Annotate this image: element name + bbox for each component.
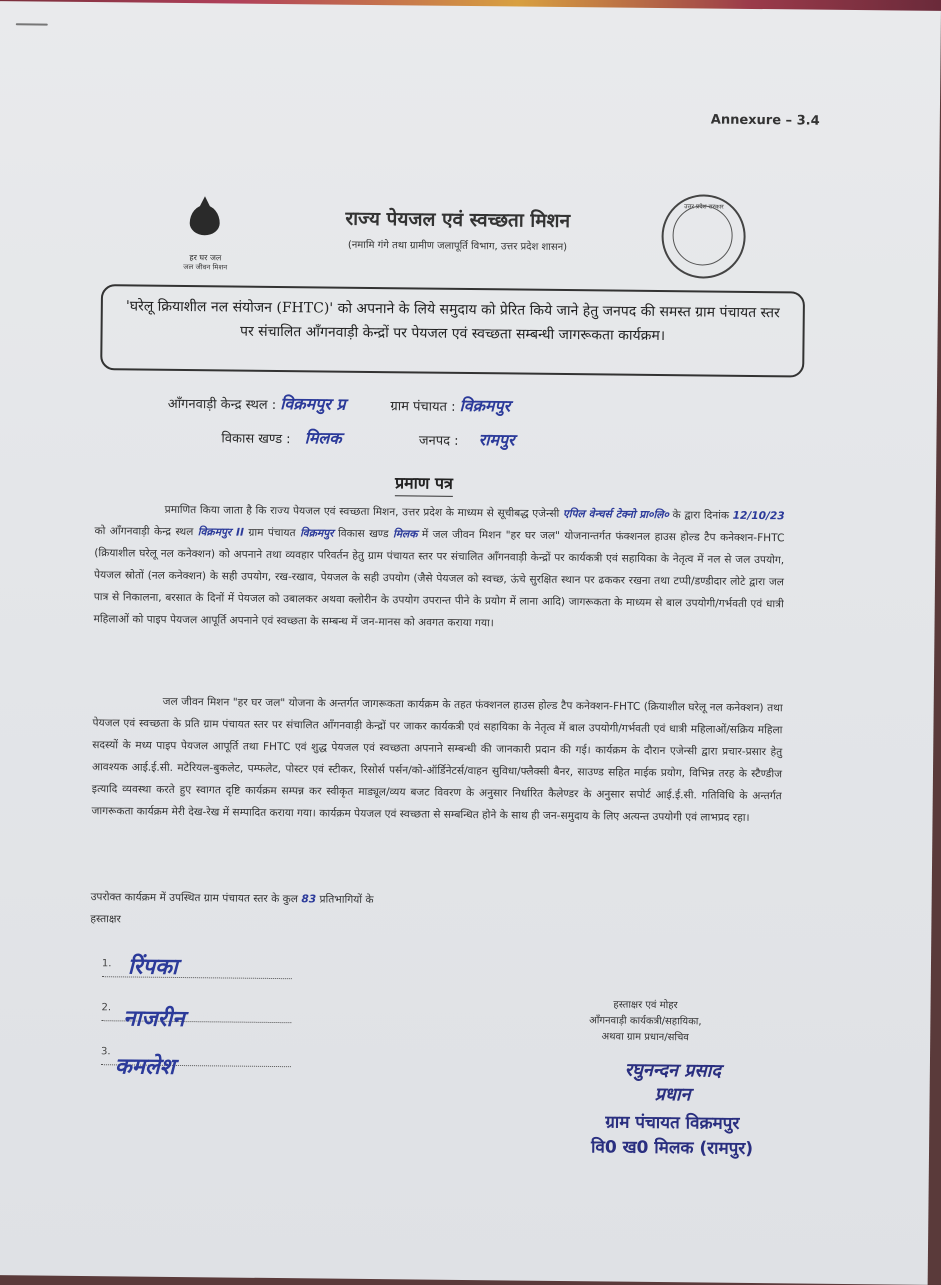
stamp-title: प्रधान (654, 1083, 691, 1106)
logo-text-line1: हर घर जल (189, 253, 222, 263)
participants-line: उपरोक्त कार्यक्रम में उपस्थित ग्राम पंचायत स्तर के कुल (90, 891, 299, 906)
gram-panchayat-label: ग्राम पंचायत : (390, 399, 456, 415)
logo-text-line2: जल जीवन मिशन (183, 263, 228, 272)
authority-line-2: आँगनवाड़ी कार्यकत्री/सहायिका, (589, 1015, 702, 1028)
up-government-seal-icon (661, 194, 746, 279)
gram-panchayat-value: विक्रमपुर (459, 395, 511, 416)
authority-block (555, 997, 735, 1047)
authority-line-3: अथवा ग्राम प्रधान/सचिव (601, 1031, 689, 1044)
document-page (0, 1, 941, 1285)
district-value: रामपुर (478, 430, 515, 450)
centre-name: विक्रमपुर II (197, 526, 245, 539)
certificate-paragraph-1 (93, 498, 784, 637)
signature-num-2: 2. (101, 1002, 112, 1014)
agency-name: एपिल वेन्चर्स टेक्नो (562, 507, 636, 521)
para1-text-3: को आँगनवाड़ी केन्द्र स्थल (94, 525, 194, 539)
block-name: मिलक (392, 528, 418, 541)
pradhan-stamp (562, 1057, 783, 1159)
authority-line-1: हस्ताक्षर एवं मोहर (613, 999, 678, 1012)
stamp-line-2: वि0 ख0 मिलक (रामपुर) (590, 1137, 754, 1160)
seal-ring (672, 205, 733, 266)
signature-num-1: 1. (101, 958, 112, 970)
signature-num-3: 3. (100, 1046, 111, 1058)
block-value: मिलक (304, 428, 342, 448)
annexure-label: Annexure – 3.4 (710, 112, 820, 129)
district-label: जनपद : (418, 433, 459, 449)
para1-text-5: विकास खण्ड (337, 527, 389, 541)
participants-paragraph (90, 886, 780, 937)
agency-org-short: प्रा०लि० (639, 508, 670, 522)
certificate-paragraph-2: जल जीवन मिशन "हर घर जल" योजना के अन्तर्गत जागरूकता कार्यक्रम के तहत फंक्शनल हाउस होल्ड टैप कनेक्शन-FHTC (क्रियाशील घरेलू नल कनेक्शन) तथा पेयजल एवं स्वच्छता के प्रति ग्राम पंचायत स्तर पर संचालित आँगनवाड़ी केन्द्रों पर जाकर कार्यकत्री एवं सहायिका के नेतृत्व में बाल उपयोगी/गर्भवती एवं धात्री महिलाओं/सक्रिय महिला सदस्यों के मध्य पाइप पेयजल आपूर्ति तथा FHTC एवं शुद्ध पेयजल एवं स्वच्छता अपनाने सम्बन्धी की जानकारी प्रदान की गई। कार्यक्रम के दौरान एजेन्सी द्वारा प्रचार-प्रसार हेतु आवश्यक आई.ई.सी. मटेरियल-बुकलेट, पम्फलेट, पोस्टर एवं स्टीकर, रिसोर्स पर्सन/को-ऑर्डिनेटर्स/वाहन सुविधा/फ्लैक्सी बैनर, साउण्ड सहित माईक प्रयोग, विभिन्न तरह के स्टैण्डीज इत्यादि व्यवस्था करते हुए स्वागत दृष्टि कार्यक्रम सम्पन्न कर स्वीकृत माड्यूल/व्यय बजट विवरण के अनुसार निर्धारित कैलेण्डर के अनुसार सपोर्ट आई.ई.सी. गतिविधि के अन्तर्गत जागरूकता कार्यक्रम मेरी देख-रेख में सम्पादित कराया गया। कार्यक्रम पेयजल एवं स्वच्छता से सम्बन्धित होने के साथ ही जन-समुदाय के लिए अत्यन्त उपयोगी एवं लाभप्रद रहा। (91, 695, 783, 824)
organization-header (287, 204, 627, 254)
stamp-line-1: ग्राम पंचायत विक्रमपुर (605, 1112, 740, 1134)
signature-2: नाजरीन (123, 1006, 185, 1033)
participants-sign-label: हस्ताक्षर (90, 913, 121, 926)
field-row-2 (167, 425, 514, 463)
block-label: विकास खण्ड : (221, 431, 291, 448)
para1-text-4: ग्राम पंचायत (248, 526, 296, 540)
panchayat-name: विक्रमपुर (300, 527, 334, 540)
para1-text-2: के द्वारा दिनांक (672, 509, 730, 522)
participants-line-end: प्रतिभागियों के (319, 893, 374, 907)
seal-label: उत्तर प्रदेश सरकार (684, 203, 724, 211)
location-fields (167, 391, 515, 463)
stamp-signature: रघुनन्दन प्रसाद (624, 1059, 721, 1082)
program-date: 12/10/23 (732, 509, 785, 523)
signature-1: रिंपका (127, 954, 178, 980)
aanganwadi-value: विक्रमपुर प्र (280, 394, 346, 414)
para1-text-1: प्रमाणित किया जाता है कि राज्य पेयजल एवं स्वच्छता मिशन, उत्तर प्रदेश के माध्यम से सूचीबद्ध एजेन्सी (164, 503, 560, 520)
para1-text-6: में जल जीवन मिशन "हर घर जल" योजनान्तर्गत फंक्शनल हाउस होल्ड टैप कनेक्शन-FHTC (क्रियाशील घरेलू नल कनेक्शन) को अपनाने तथा व्यवहार परिवर्तन हेतु ग्राम पंचायत स्तर पर संचालित आँगनवाड़ी केन्द्रों पर कार्यकत्री एवं सहायिका के नेतृत्व में नल से जल उपयोग, पेयजल स्रोतों (नल कनेक्शन) के सही उपयोग, रख-रखाव, पेयजल के सही उपयोग (जैसे पेयजल को स्वच्छ, ऊंचे सुरक्षित स्थान पर ढककर रखना तथा टप्पी/डण्डीदार लोटे द्वारा जल पात्र से निकालना, बरसात के दिनों में पेयजल को उबालकर अथवा क्लोरीन के उपयोग उपरान्त पीने के प्रयोग में लाना आदि) जागरूकता के माध्यम से बाल उपयोगी/गर्भवती एवं धात्री महिलाओं को पाइप पेयजल आपूर्ति अपनाने एवं स्वच्छता के सम्बन्ध में जन-मानस को अवगत कराया गया। (93, 528, 785, 630)
jal-jeevan-mission-logo (173, 203, 238, 282)
water-drop-tap-icon (190, 205, 220, 235)
aanganwadi-label: आँगनवाड़ी केन्द्र स्थल : (167, 396, 277, 413)
organization-name: राज्य पेयजल एवं स्वच्छता मिशन (345, 207, 571, 233)
certificate-heading: प्रमाण पत्र (395, 471, 453, 497)
signature-3: कमलेश (114, 1054, 175, 1080)
participants-count: 83 (301, 893, 317, 906)
staple-mark (16, 23, 48, 25)
field-row-1 (168, 391, 515, 429)
program-title: 'घरेलू क्रियाशील नल संयोजन (FHTC)' को अपनाने के लिये समुदाय को प्रेरित किये जाने हेतु जनपद की समस्त ग्राम पंचायत स्तर पर संचालित आँगनवाड़ी केन्द्रों पर पेयजल एवं स्वच्छता सम्बन्धी जागरूकता कार्यक्रम। (100, 284, 805, 377)
organization-subtitle: (नमामि गंगे तथा ग्रामीण जलापूर्ति विभाग, उत्तर प्रदेश शासन) (347, 239, 568, 254)
